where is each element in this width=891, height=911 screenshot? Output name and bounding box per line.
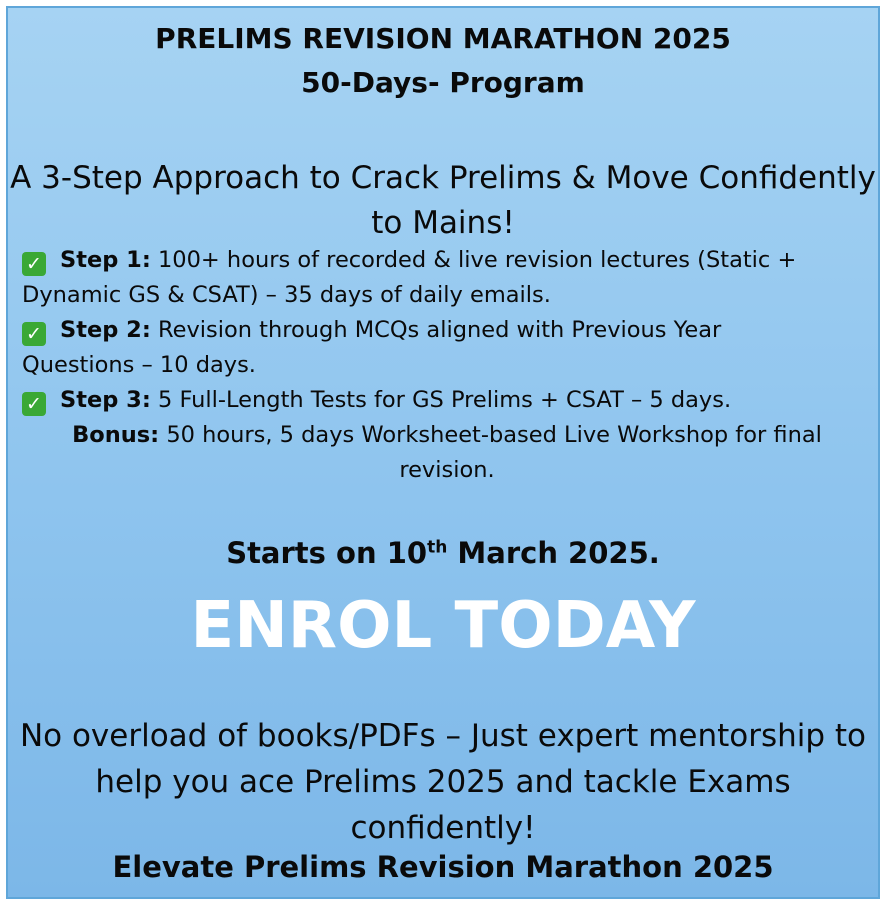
step-label: Step 2: — [60, 317, 151, 343]
start-date — [8, 536, 878, 570]
steps-list — [22, 243, 872, 488]
step-label: Step 1: — [60, 247, 151, 273]
step-text: 100+ hours of recorded & live revision lectures (Static + — [157, 247, 797, 273]
step-1-continued: Dynamic GS & CSAT) – 35 days of daily emails. — [22, 282, 551, 308]
start-date-ordinal: th — [427, 537, 448, 558]
approach-statement: A 3-Step Approach to Crack Prelims & Move Confidently to Mains! — [10, 160, 876, 241]
step-2 — [22, 313, 872, 348]
check-mark-icon: ✓ — [22, 392, 46, 416]
step-1 — [22, 243, 872, 278]
enrol-call-to-action: ENROL TODAY — [190, 589, 696, 663]
brand-tagline: Elevate Prelims Revision Marathon 2025 — [112, 850, 774, 884]
bonus-text: 50 hours, 5 days Worksheet-based Live Workshop for final — [166, 422, 822, 448]
step-2-continued: Questions – 10 days. — [22, 352, 256, 378]
program-title: PRELIMS REVISION MARATHON 2025 — [155, 22, 731, 55]
step-text: Revision through MCQs aligned with Previous Year — [157, 317, 722, 343]
bonus-label: Bonus: — [72, 422, 160, 448]
step-label: Step 3: — [60, 387, 151, 413]
check-mark-icon: ✓ — [22, 252, 46, 276]
promo-card — [6, 6, 880, 899]
closing-message: No overload of books/PDFs – Just expert mentorship to help you ace Prelims 2025 and tackle Exams confidently! — [19, 718, 867, 846]
bonus-line — [22, 418, 872, 453]
check-mark-icon: ✓ — [22, 322, 46, 346]
start-date-suffix: March 2025. — [447, 536, 660, 570]
step-3 — [22, 383, 872, 418]
start-date-prefix: Starts on 10 — [226, 536, 428, 570]
bonus-line-continued: revision. — [399, 457, 495, 483]
program-subtitle: 50-Days- Program — [301, 66, 585, 99]
step-text: 5 Full-Length Tests for GS Prelims + CSAT – 5 days. — [157, 387, 732, 413]
